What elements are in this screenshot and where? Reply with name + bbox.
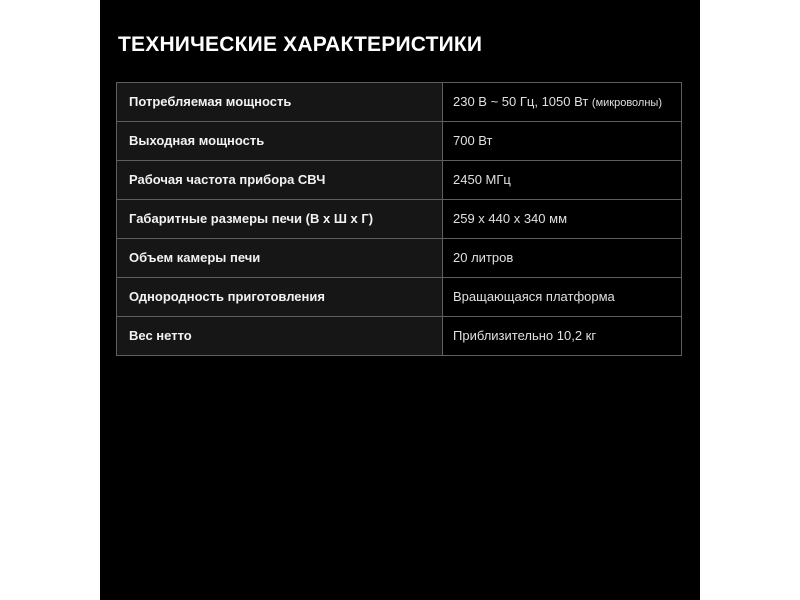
spec-label: Потребляемая мощность [117,83,443,122]
table-row [117,239,682,278]
spec-value: 20 литров [443,239,682,278]
table-row [117,317,682,356]
table-row [117,200,682,239]
spec-value: 259 x 440 x 340 мм [443,200,682,239]
spec-label: Выходная мощность [117,122,443,161]
table-row [117,83,682,122]
page-title: ТЕХНИЧЕСКИЕ ХАРАКТЕРИСТИКИ [118,33,483,56]
table-row [117,278,682,317]
specs-table [116,82,682,356]
spec-value [443,83,682,122]
spec-label: Однородность приготовления [117,278,443,317]
spec-sheet-panel [100,0,700,600]
spec-value: Приблизительно 10,2 кг [443,317,682,356]
spec-label: Габаритные размеры печи (В х Ш х Г) [117,200,443,239]
spec-label: Объем камеры печи [117,239,443,278]
table-row [117,122,682,161]
spec-value-text: 230 В ~ 50 Гц, 1050 Вт [453,93,589,109]
spec-label: Рабочая частота прибора СВЧ [117,161,443,200]
spec-label: Вес нетто [117,317,443,356]
spec-value: 2450 МГц [443,161,682,200]
spec-value: Вращающаяся платформа [443,278,682,317]
table-row [117,161,682,200]
spec-value: 700 Вт [443,122,682,161]
spec-value-note: (микроволны) [591,96,662,109]
